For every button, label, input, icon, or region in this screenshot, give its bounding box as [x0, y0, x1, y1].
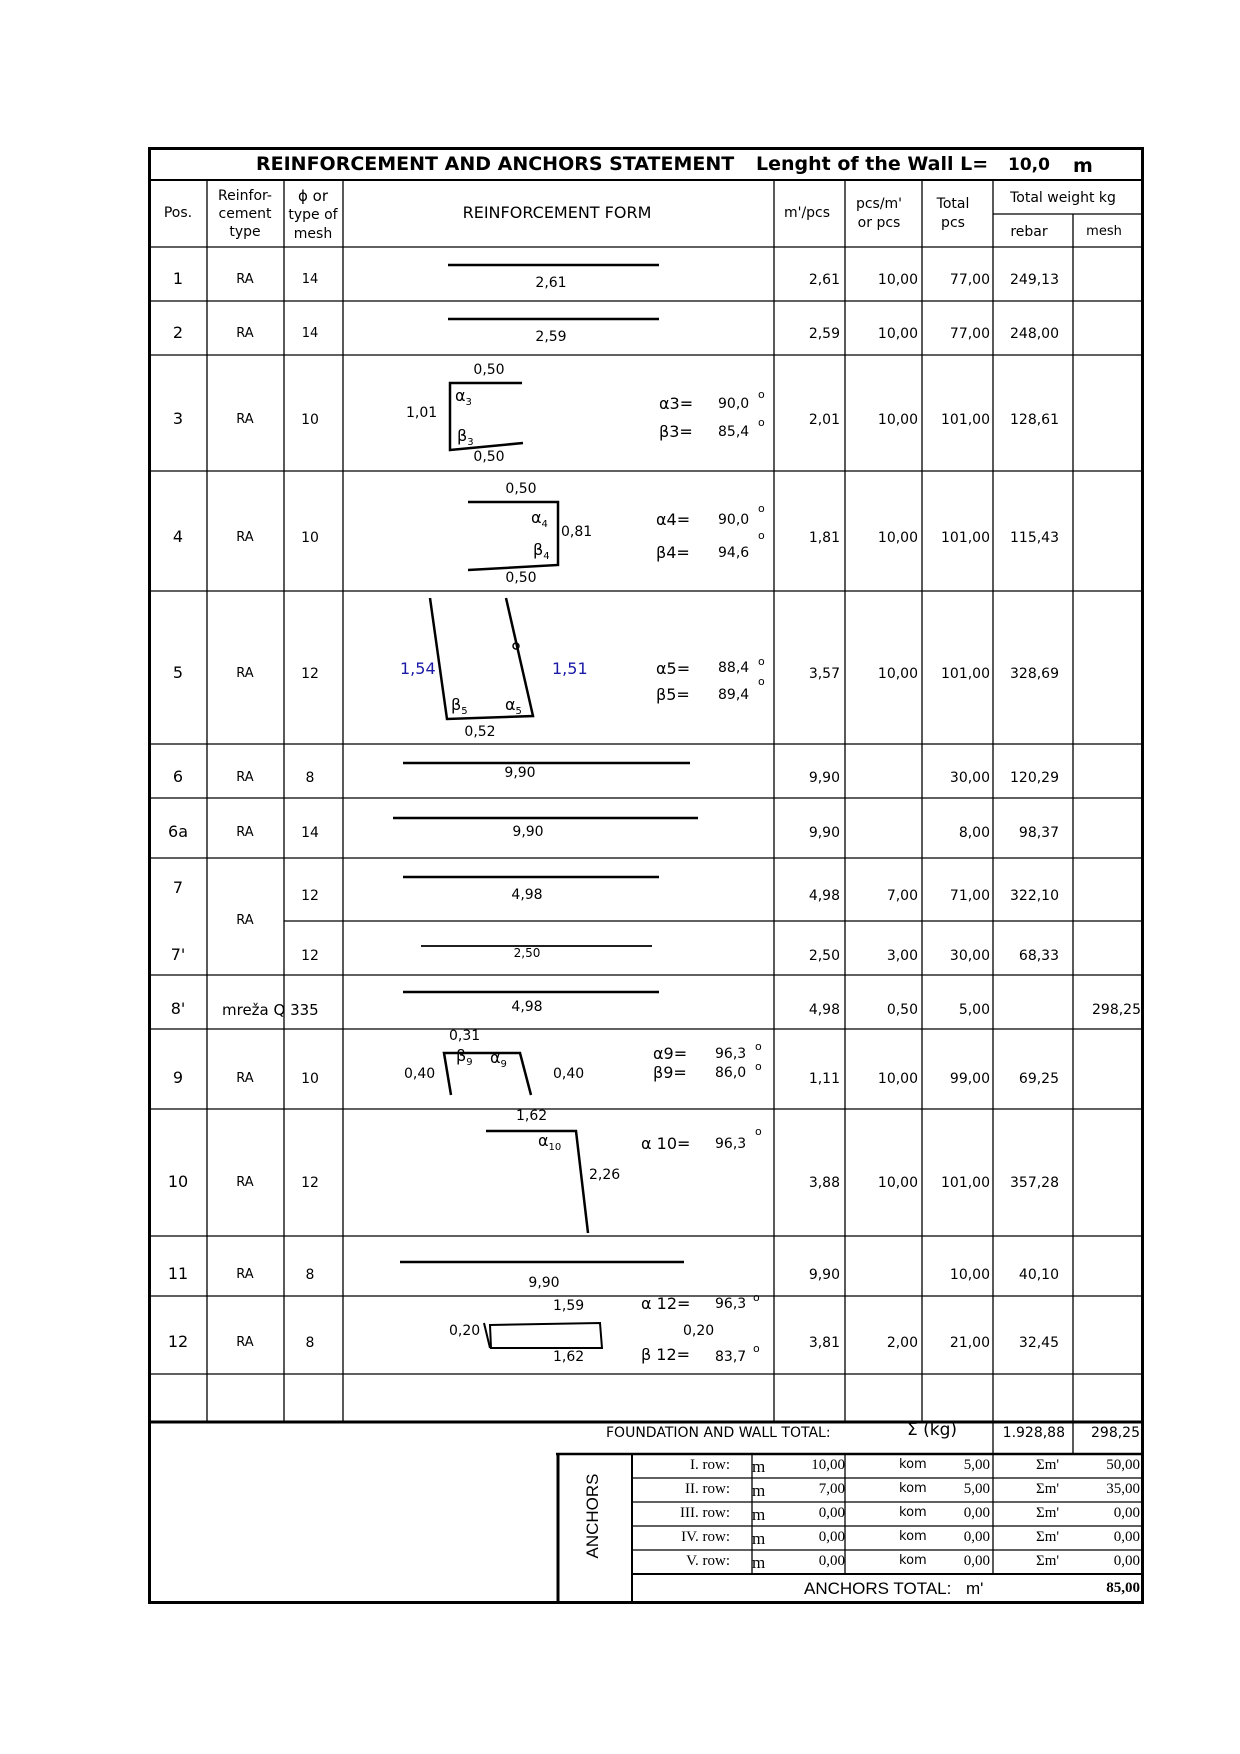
anchor-row-label: V. row:: [686, 1553, 730, 1569]
row-pcs-per-m: 10,00: [877, 272, 918, 288]
form-10-top: 1,62: [516, 1108, 548, 1124]
row-type: RA: [236, 666, 254, 681]
row-total-pcs: 77,00: [949, 272, 990, 288]
form-12-right: 0,20: [683, 1323, 715, 1339]
row-weight-rebar: 68,33: [1018, 948, 1059, 964]
form-4-alpha-eq: α4=: [656, 510, 691, 529]
form-12-beta-eq: β 12=: [641, 1345, 691, 1364]
form-4-beta-mark: $\beta_4$: [533, 540, 550, 563]
form-9-beta-mark: $\beta_9$: [456, 1046, 473, 1069]
form-1-length: 2,61: [535, 275, 567, 291]
anchor-unit: m: [752, 1481, 766, 1500]
row-m-per-pcs: 3,88: [808, 1175, 840, 1191]
row-phi: 12: [301, 948, 319, 964]
row-pos: 3: [172, 409, 184, 428]
anchor-kom-label: kom: [899, 1481, 927, 1496]
row-pos: 11: [167, 1264, 189, 1283]
anchor-row-length: 0,00: [818, 1529, 845, 1545]
form-12-alpha-eq: α 12=: [641, 1294, 691, 1313]
form-3-beta-value: 85,4: [718, 424, 750, 440]
row-weight-rebar: 98,37: [1018, 825, 1059, 841]
form-9-beta-eq: β9=: [653, 1063, 687, 1082]
row-m-per-pcs: 2,01: [808, 412, 840, 428]
row-weight-rebar: 120,29: [1010, 770, 1059, 786]
row-pcs-per-m: 10,00: [877, 326, 918, 342]
form-6a-length: 9,90: [512, 824, 544, 840]
form-3-alpha-eq: α3=: [659, 394, 694, 413]
row-pcs-per-m: 0,50: [886, 1002, 918, 1018]
row-total-pcs: 30,00: [949, 948, 990, 964]
row-m-per-pcs: 9,90: [808, 825, 840, 841]
form-9-top: 0,31: [449, 1028, 481, 1044]
anchor-row-label: IV. row:: [681, 1529, 730, 1545]
row-phi: 12: [301, 666, 319, 682]
degree-mark: o: [753, 1291, 760, 1304]
row-pos: 2: [172, 323, 184, 342]
header-total-2: pcs: [941, 215, 965, 231]
row-total-pcs: 101,00: [941, 412, 990, 428]
row-total-pcs: 5,00: [958, 1002, 990, 1018]
anchor-row-sum: 35,00: [1106, 1481, 1140, 1497]
anchor-row-sum: 0,00: [1113, 1553, 1140, 1569]
anchor-row-length: 7,00: [818, 1481, 845, 1497]
degree-mark: o: [758, 655, 765, 668]
anchor-kom-label: kom: [899, 1457, 927, 1472]
form-5-alpha-mark: $\alpha_5$: [505, 695, 522, 718]
row-pos: 1: [172, 269, 184, 288]
row-phi: 8: [305, 1267, 315, 1283]
row-pcs-per-m: 10,00: [877, 530, 918, 546]
row-m-per-pcs: 3,57: [808, 666, 840, 682]
anchor-row-sum: 50,00: [1106, 1457, 1140, 1473]
row-type: RA: [236, 1335, 254, 1350]
total-mesh: 298,25: [1091, 1425, 1140, 1441]
row-pos: 6: [172, 767, 184, 786]
row-phi: 12: [301, 888, 319, 904]
row-m-per-pcs: 2,50: [808, 948, 840, 964]
row-total-pcs: 10,00: [949, 1267, 990, 1283]
row-phi: 10: [301, 530, 319, 546]
wall-length-label: Lenght of the Wall L=: [756, 153, 989, 175]
row-weight-rebar: 40,10: [1018, 1267, 1059, 1283]
form-2-length: 2,59: [535, 329, 567, 345]
header-form: REINFORCEMENT FORM: [462, 203, 652, 222]
form-7-length: 4,98: [511, 887, 543, 903]
form-9-left: 0,40: [404, 1066, 436, 1082]
form-5-beta-mark: $\beta_5$: [451, 695, 468, 718]
row-total-pcs: 71,00: [949, 888, 990, 904]
form-10-side: 2,26: [589, 1167, 621, 1183]
header-phi-2: type of: [288, 207, 338, 223]
form-12-bottom: 1,62: [553, 1349, 585, 1365]
header-pcsm-1: pcs/m': [855, 196, 903, 212]
form-4-top: 0,50: [505, 481, 537, 497]
wall-length-unit: m: [1073, 155, 1093, 177]
header-phi-3: mesh: [293, 226, 333, 242]
form-9-alpha-value: 96,3: [715, 1046, 747, 1062]
anchor-row-length: 10,00: [811, 1457, 845, 1473]
form-5-bottom: 0,52: [464, 724, 496, 740]
form-3-alpha-mark: $\alpha_3$: [455, 386, 472, 409]
row-type: RA: [236, 530, 254, 545]
row-weight-rebar: 328,69: [1010, 666, 1059, 682]
anchor-row-length: 0,00: [818, 1505, 845, 1521]
row-weight-rebar: 249,13: [1010, 272, 1059, 288]
header-type-2: cement: [218, 206, 272, 222]
header-type-3: type: [229, 224, 261, 240]
form-5-right: 1,51: [552, 659, 588, 678]
header-pcsm-2: or pcs: [857, 215, 901, 231]
row-pos: 7': [170, 945, 186, 964]
form-4-beta-eq: β4=: [656, 543, 690, 562]
anchor-row-sum: 0,00: [1113, 1505, 1140, 1521]
form-5-beta-eq: β5=: [656, 685, 690, 704]
row-phi: 10: [301, 412, 319, 428]
form-11-length: 9,90: [528, 1275, 560, 1291]
anchor-row-kom: 0,00: [963, 1505, 990, 1521]
header-mesh: mesh: [1086, 224, 1122, 239]
row-pcs-per-m: 10,00: [877, 1175, 918, 1191]
anchors-total-value: 85,00: [1106, 1580, 1140, 1596]
header-phi-1: ϕ or: [297, 187, 329, 205]
anchor-sum-label: Σm': [1036, 1457, 1060, 1473]
row-pos: 5: [172, 663, 184, 682]
row-type: RA: [236, 326, 254, 341]
row-pcs-per-m: 10,00: [877, 1071, 918, 1087]
row-weight-rebar: 357,28: [1010, 1175, 1059, 1191]
row-weight-rebar: 128,61: [1010, 412, 1059, 428]
row-phi: 8: [305, 1335, 315, 1351]
form-4-alpha-mark: $\alpha_4$: [531, 508, 548, 531]
row-type: RA: [236, 412, 254, 427]
row-weight-rebar: 115,43: [1010, 530, 1059, 546]
row-pcs-per-m: 7,00: [886, 888, 918, 904]
form-5-left: 1,54: [400, 659, 436, 678]
row-m-per-pcs: 4,98: [808, 1002, 840, 1018]
row-phi: 14: [301, 272, 319, 287]
row-pcs-per-m: 3,00: [886, 948, 918, 964]
form-9-beta-value: 86,0: [715, 1065, 747, 1081]
row-phi: 14: [301, 825, 319, 841]
degree-mark: o: [755, 1060, 762, 1073]
row-pos: 8': [170, 999, 186, 1018]
anchor-row-kom: 5,00: [963, 1481, 990, 1497]
row-type: RA: [236, 913, 254, 928]
degree-mark: o: [758, 675, 765, 688]
anchor-row-label: I. row:: [690, 1457, 730, 1473]
anchor-sum-label: Σm': [1036, 1481, 1060, 1497]
row-pos: 7: [172, 878, 184, 897]
anchor-unit: m: [752, 1529, 766, 1548]
row-type: RA: [236, 272, 254, 287]
form-5-alpha-value: 88,4: [718, 660, 750, 676]
degree-mark: o: [758, 416, 765, 429]
form-12-alpha-value: 96,3: [715, 1296, 747, 1312]
anchor-unit: m: [752, 1553, 766, 1572]
form-7p-length: 2,50: [513, 946, 541, 960]
row-phi: 12: [301, 1175, 319, 1191]
row-m-per-pcs: 2,59: [808, 326, 840, 342]
row-pos: 4: [172, 527, 184, 546]
degree-mark: o: [755, 1125, 762, 1138]
sigma-kg-label: Σ (kg): [907, 1420, 958, 1440]
anchors-title: ANCHORS: [583, 1473, 602, 1559]
anchor-row-length: 0,00: [818, 1553, 845, 1569]
total-rebar: 1.928,88: [1002, 1425, 1065, 1441]
row-weight-rebar: 322,10: [1010, 888, 1059, 904]
row-weight-rebar: 248,00: [1010, 326, 1059, 342]
row-total-pcs: 21,00: [949, 1335, 990, 1351]
row-total-pcs: 101,00: [941, 530, 990, 546]
form-4-side: 0,81: [561, 524, 593, 540]
row-weight-rebar: 69,25: [1018, 1071, 1059, 1087]
anchor-row-kom: 5,00: [963, 1457, 990, 1473]
row-pos: 9: [172, 1068, 184, 1087]
row-m-per-pcs: 9,90: [808, 1267, 840, 1283]
row-m-per-pcs: 2,61: [808, 272, 840, 288]
form-5-beta-value: 89,4: [718, 687, 750, 703]
row-type: RA: [236, 1175, 254, 1190]
row-phi: 14: [301, 326, 319, 341]
row-total-pcs: 101,00: [941, 1175, 990, 1191]
anchor-sum-label: Σm': [1036, 1529, 1060, 1545]
form-12-top: 1,59: [553, 1298, 585, 1314]
header-pos: Pos.: [163, 205, 193, 221]
row-m-per-pcs: 3,81: [808, 1335, 840, 1351]
anchor-kom-label: kom: [899, 1529, 927, 1544]
foundation-total-label: FOUNDATION AND WALL TOTAL:: [606, 1425, 831, 1441]
anchor-sum-label: Σm': [1036, 1553, 1060, 1569]
form-4-bottom: 0,50: [505, 570, 537, 586]
anchor-row-label: III. row:: [680, 1505, 730, 1521]
form-9-right: 0,40: [553, 1066, 585, 1082]
form-10-alpha-eq: α 10=: [641, 1134, 691, 1153]
anchor-sum-label: Σm': [1036, 1505, 1060, 1521]
header-rebar: rebar: [1010, 224, 1048, 240]
header-total-1: Total: [936, 196, 970, 212]
row-total-pcs: 30,00: [949, 770, 990, 786]
degree-mark: o: [758, 502, 765, 515]
anchors-total-label: ANCHORS TOTAL:: [804, 1579, 952, 1598]
form-12-left: 0,20: [449, 1323, 481, 1339]
row-phi: 8: [305, 770, 315, 786]
anchor-kom-label: kom: [899, 1505, 927, 1520]
form-9-alpha-mark: $\alpha_9$: [490, 1048, 507, 1071]
form-4-alpha-value: 90,0: [718, 512, 750, 528]
anchor-kom-label: kom: [899, 1553, 927, 1568]
form-3-bottom: 0,50: [473, 449, 505, 465]
row-total-pcs: 8,00: [958, 825, 990, 841]
degree-mark: o: [753, 1342, 760, 1355]
form-10-alpha-value: 96,3: [715, 1136, 747, 1152]
header-mpcs: m'/pcs: [783, 205, 831, 221]
row-weight-rebar: 32,45: [1018, 1335, 1059, 1351]
anchor-row-kom: 0,00: [963, 1529, 990, 1545]
form-6-length: 9,90: [504, 765, 536, 781]
row-type: RA: [236, 770, 254, 785]
form-8-length: 4,98: [511, 999, 543, 1015]
row-pos: 6a: [168, 822, 188, 841]
anchor-row-sum: 0,00: [1113, 1529, 1140, 1545]
row-m-per-pcs: 4,98: [808, 888, 840, 904]
form-3-beta-mark: $\beta_3$: [457, 426, 474, 449]
form-10-alpha-mark: $\alpha_{10}$: [538, 1131, 562, 1154]
row-weight-mesh: 298,25: [1092, 1002, 1141, 1018]
header-weight: Total weight kg: [1010, 190, 1116, 206]
form-3-side: 1,01: [406, 405, 438, 421]
anchors-total-unit: m': [966, 1579, 984, 1598]
row-type: mreža Q 335: [222, 1001, 319, 1019]
form-12-beta-value: 83,7: [715, 1349, 747, 1365]
form-3-top: 0,50: [473, 362, 505, 378]
row-phi: 10: [301, 1071, 319, 1087]
row-type: RA: [236, 1267, 254, 1282]
form-3-beta-eq: β3=: [659, 422, 693, 441]
row-m-per-pcs: 9,90: [808, 770, 840, 786]
anchor-row-kom: 0,00: [963, 1553, 990, 1569]
row-total-pcs: 99,00: [949, 1071, 990, 1087]
anchor-unit: m: [752, 1505, 766, 1524]
header-type-1: Reinfor-: [218, 188, 272, 204]
page-title: REINFORCEMENT AND ANCHORS STATEMENT: [256, 153, 735, 175]
row-m-per-pcs: 1,81: [808, 530, 840, 546]
anchor-row-label: II. row:: [685, 1481, 730, 1497]
degree-mark: o: [758, 388, 765, 401]
row-pos: 10: [167, 1172, 189, 1191]
form-5-alpha-eq: α5=: [656, 659, 691, 678]
row-pcs-per-m: 10,00: [877, 412, 918, 428]
row-pos: 12: [167, 1332, 189, 1351]
form-4-beta-value: 94,6: [718, 545, 750, 561]
degree-mark: o: [755, 1040, 762, 1053]
row-m-per-pcs: 1,11: [808, 1071, 840, 1087]
form-3-alpha-value: 90,0: [718, 396, 750, 412]
row-type: RA: [236, 825, 254, 840]
row-total-pcs: 101,00: [941, 666, 990, 682]
wall-length-value: 10,0: [1008, 155, 1050, 175]
row-pcs-per-m: 10,00: [877, 666, 918, 682]
row-type: RA: [236, 1071, 254, 1086]
anchor-unit: m: [752, 1457, 766, 1476]
row-pcs-per-m: 2,00: [886, 1335, 918, 1351]
row-total-pcs: 77,00: [949, 326, 990, 342]
form-9-alpha-eq: α9=: [653, 1044, 688, 1063]
degree-mark: o: [758, 529, 765, 542]
